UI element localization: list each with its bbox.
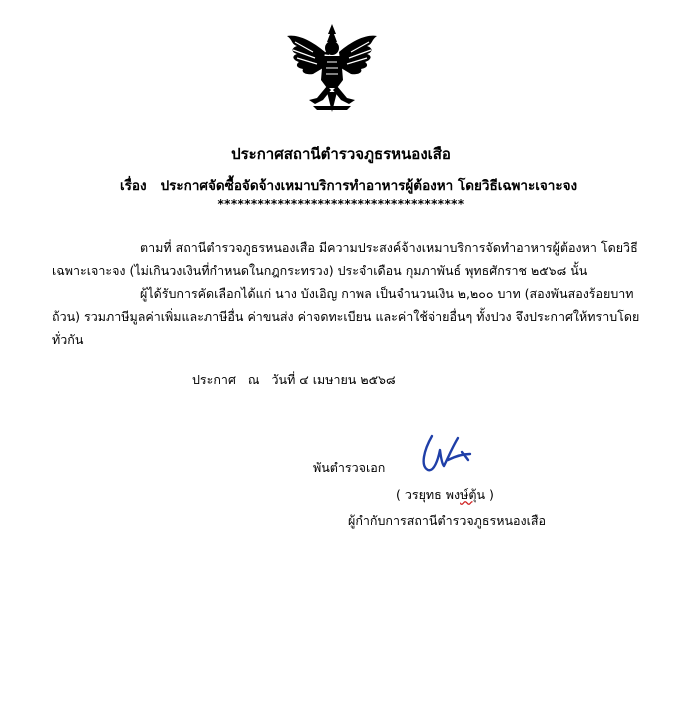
announcement-title: ประกาศสถานีตำรวจภูธรหนองเสือ bbox=[231, 145, 451, 163]
subject-line bbox=[120, 174, 577, 196]
body-paragraph-2 bbox=[52, 282, 640, 351]
separator-line: ************************************* bbox=[217, 197, 465, 211]
signer-name bbox=[396, 485, 494, 505]
body-paragraph-1 bbox=[52, 236, 640, 282]
subject-label: เรื่อง bbox=[120, 178, 147, 194]
signer-rank: พันตำรวจเอก bbox=[313, 460, 386, 475]
announcement-date-line bbox=[192, 370, 396, 390]
announce-at: ณ bbox=[247, 372, 260, 387]
signer-name-open: ( วรยุทธ พง bbox=[396, 487, 461, 502]
paragraph-2-text: ผู้ได้รับการคัดเลือกได้แก่ นาง บังเอิญ กาพล เป็นจำนวนเงิน ๒,๒๐๐ บาท (สองพันสองร้อยบาทถ้วน) รวมภาษีมูลค่าเพิ่มและภาษีอื่น ค่าขนส่ง ค่าจดทะเบียน และค่าใช้จ่ายอื่นๆ ทั้งปวง จึงประกาศให้ทราบโดยทั่วกัน bbox=[52, 286, 640, 347]
announce-date: วันที่ ๔ เมษายน ๒๕๖๘ bbox=[271, 372, 396, 387]
garuda-emblem-icon bbox=[283, 22, 381, 114]
signer-name-underlined: ษ์ตุ bbox=[460, 487, 477, 502]
announce-label: ประกาศ bbox=[192, 372, 236, 387]
subject-text: ประกาศจัดซื้อจัดจ้างเหมาบริการทำอาหารผู้ต้องหา โดยวิธีเฉพาะเจาะจง bbox=[160, 178, 578, 194]
paragraph-1-text: ตามที่ สถานีตำรวจภูธรหนองเสือ มีความประสงค์จ้างเหมาบริการจัดทำอาหารผู้ต้องหา โดยวิธีเฉพาะเจาะจง (ไม่เกินวงเงินที่กำหนดในกฎกระทรวง) ประจำเดือน กุมภาพันธ์ พุทธศักราช ๒๕๖๘ นั้น bbox=[52, 240, 638, 278]
signer-name-close: ้น ) bbox=[476, 487, 494, 502]
handwritten-signature-icon bbox=[418, 430, 488, 476]
signer-position: ผู้กำกับการสถานีตำรวจภูธรหนองเสือ bbox=[348, 513, 547, 528]
